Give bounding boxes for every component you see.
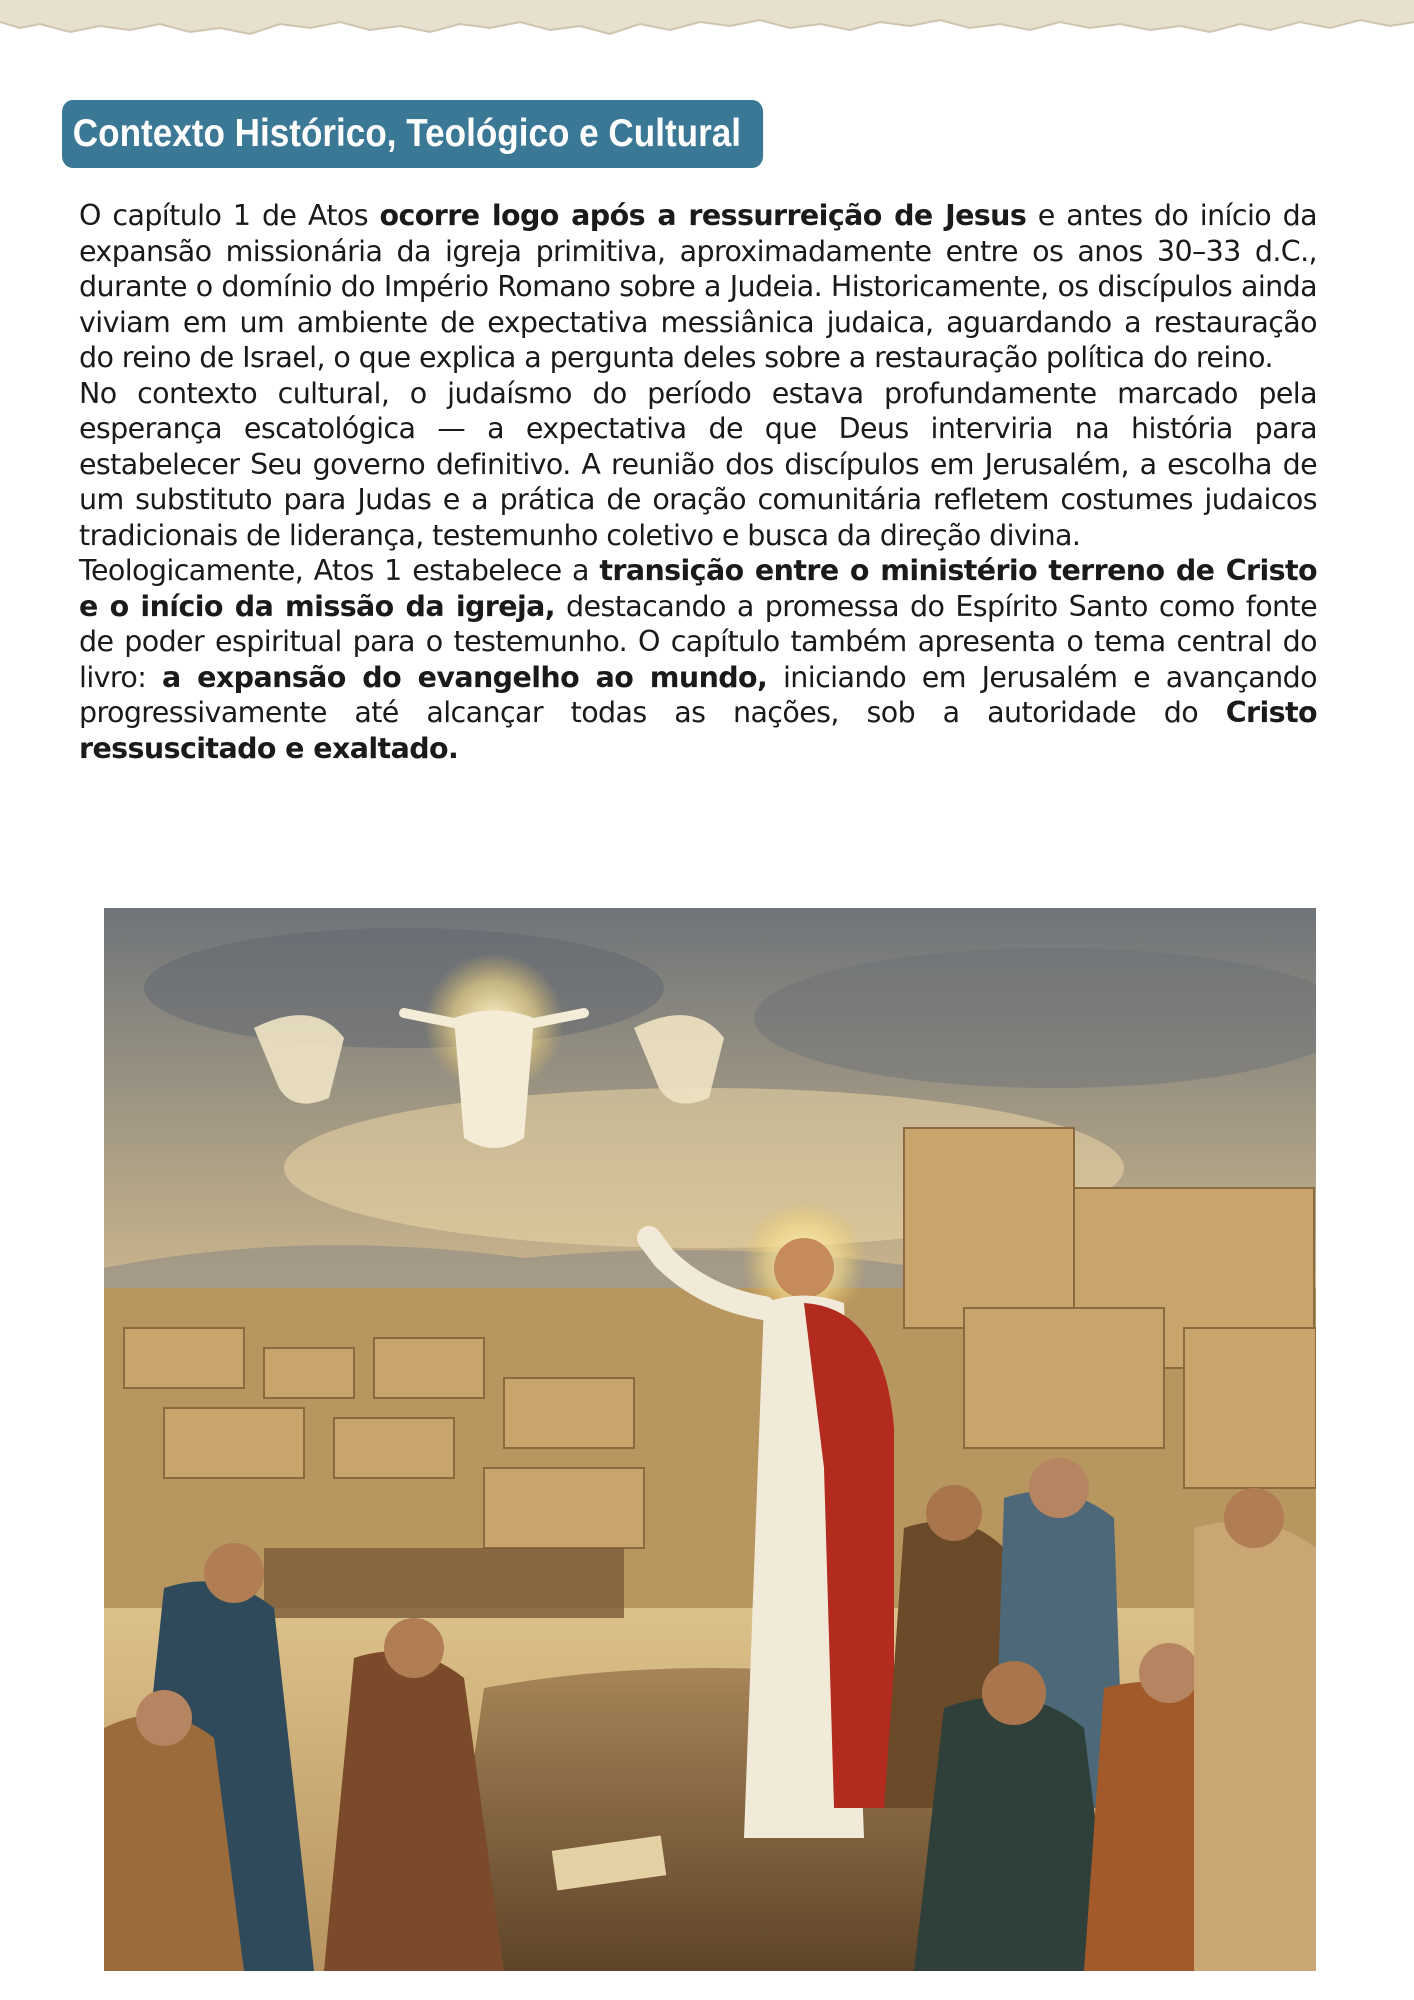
body-text <box>79 198 1317 766</box>
text-run-bold: a expansão do evangelho ao mundo, <box>161 660 768 694</box>
text-run: O capítulo 1 de Atos <box>79 199 380 232</box>
text-run: destacando a promessa do Espírito Santo como fonte de poder espiritual para o testemunho. O capítulo também apresenta o tema central do livro: <box>79 589 1318 694</box>
ascending-christ-figure <box>454 1011 534 1149</box>
disciples-right <box>884 1458 1316 1971</box>
torn-paper-edge <box>0 0 1414 48</box>
paragraph-historical <box>79 198 1317 376</box>
section-title: Contexto Histórico, Teológico e Cultural <box>62 100 763 168</box>
text-run: Teologicamente, Atos 1 estabelece a <box>79 554 600 587</box>
text-run: iniciando em Jerusalém e avançando progressivamente até alcançar todas as nações, sob a autoridade do <box>79 660 1317 729</box>
text-run: No contexto cultural, o judaísmo do período estava profundamente marcado pela esperança escatológica — a expectativa de que Deus interviria na história para estabelecer Seu governo definitivo. A reunião dos discípulos em Jerusalém, a escolha de um substituto para Judas e a prática de oração comunitária refletem costumes judaicos tradicionais de liderança, testemunho coletivo e busca da direção divina. <box>79 376 1317 552</box>
paragraph-cultural <box>79 376 1317 554</box>
text-run-bold: transição entre o ministério terreno de Cristo e o início da missão da igreja, <box>79 554 1318 623</box>
text-run: e antes do início da expansão missionária da igreja primitiva, aproximadamente entre os anos 30–33 d.C., durante o domínio do Império Romano sobre a Judeia. Historicamente, os discípulos ainda viviam em um ambiente de expectativa messiânica judaica, aguardando a restauração do reino de Israel, o que explica a pergunta deles sobre a restauração política do reino. <box>79 199 1318 374</box>
paragraph-theological <box>79 553 1317 766</box>
ascension-painting <box>104 908 1316 1971</box>
text-run-bold: Cristo ressuscitado e exaltado. <box>79 696 1317 765</box>
text-run-bold: ocorre logo após a ressurreição de Jesus <box>379 199 1027 232</box>
